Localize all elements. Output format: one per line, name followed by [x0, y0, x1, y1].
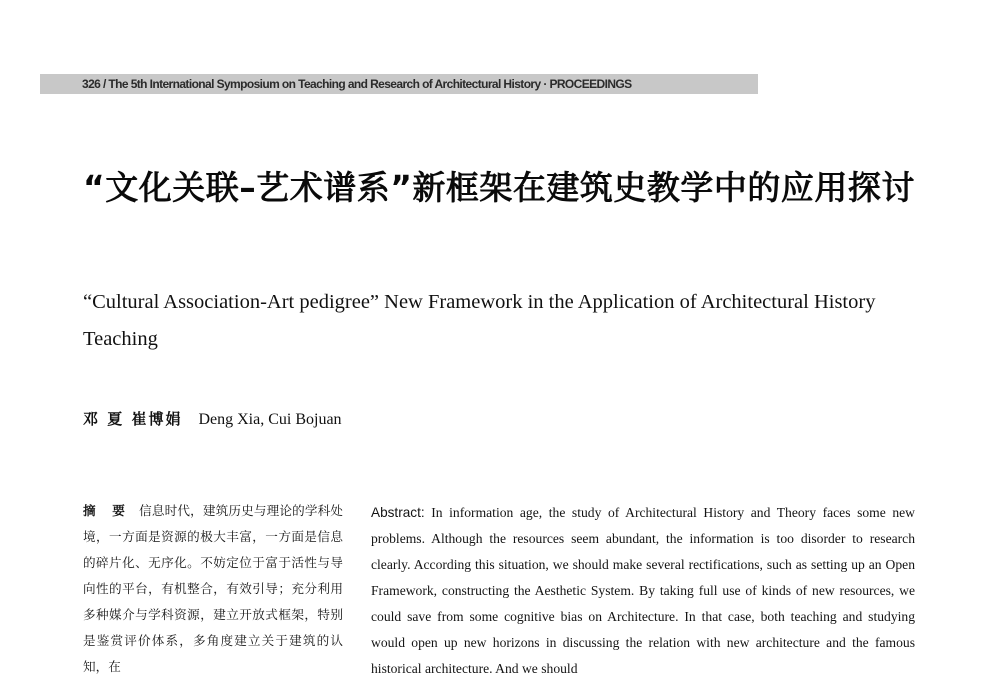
authors — [83, 408, 342, 429]
abstract-english — [371, 500, 915, 682]
title-chinese: “文化关联–艺术谱系”新框架在建筑史教学中的应用探讨 — [83, 168, 915, 207]
running-header — [40, 74, 758, 94]
authors-chinese: 邓 夏 崔博娟 — [83, 410, 183, 428]
abstract-english-label: Abstract: — [371, 505, 425, 520]
abstract-chinese-text: 信息时代，建筑历史与理论的学科处境，一方面是资源的极大丰富，一方面是信息的碎片化、无序化。不妨定位于富于活性与导向性的平台，有机整合，有效引导；充分利用多种媒介与学科资源，建立开放式框架，特别是鉴赏评价体系，多角度建立关于建筑的认知，在 — [83, 503, 343, 674]
abstract-chinese-label: 摘 要 — [83, 503, 132, 518]
abstract-chinese — [83, 498, 343, 680]
title-english: “Cultural Association-Art pedigree” New Framework in the Application of Architectural History Teaching — [83, 291, 876, 350]
authors-english: Deng Xia, Cui Bojuan — [198, 411, 342, 428]
abstract-english-text: In information age, the study of Architectural History and Theory faces some new problems. Although the resources seem abundant, the information is too disorder to research clearly. According this situation, we should make several rectifications, such as setting up an Open Framework, constructing the Aesthetic System. By taking full use of kinds of new resources, we could save from some cognitive bias on Architecture. In that case, both teaching and studying would open up new horizons in discussing the relation with new architecture and the famous historical architecture. And we should — [371, 505, 915, 676]
running-head-text: 326 / The 5th International Symposium on Teaching and Research of Architectural History · PROCEEDINGS — [82, 77, 632, 91]
